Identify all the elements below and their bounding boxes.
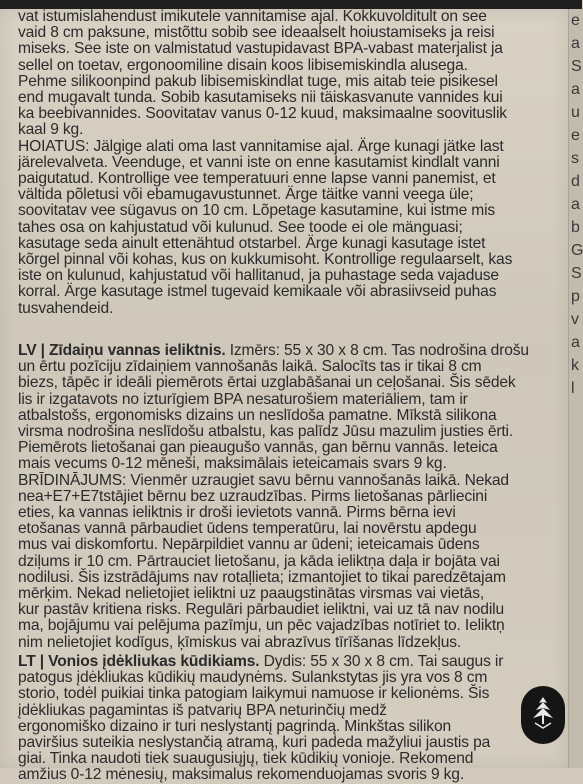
text-line: Piemērots lietošanai gan pieaugušo vannās, gan bērnu vannās. Ieteica: [18, 439, 498, 457]
section-first-line: [18, 343, 558, 359]
section-heading: LV | Zīdaiņu vannas ieliktnis.: [18, 342, 226, 359]
section-intro: Izmērs: 55 x 30 x 8 cm. Tas nodrošina drošu: [225, 342, 529, 359]
edge-letter: l: [571, 380, 575, 397]
warning-label: BRĪDINĀJUMS:: [18, 471, 127, 489]
section-heading: LT | Vonios įdėkliukas kūdikiams.: [18, 653, 260, 670]
text-line: ka beebivannides. Soovitatav vanus 0-12 kuud, maksimaalne soovituslik: [18, 105, 507, 123]
text-line: virsma nodrošina neslīdošu atbalstu, kas palīdz Jūsu mazulim justies ērti.: [18, 423, 514, 441]
text-line: paviršius suteikia neslystančią atramą, kuri padeda mažyliui jaustis pa: [18, 734, 491, 752]
tree-logo-badge[interactable]: [521, 686, 565, 744]
text-line: biezs, tāpēc ir ideāli piemērots ērtai uzglabāšanai un ceļošanai. Šis sēdek: [18, 374, 516, 392]
text-line: vältida põletusi või ebamugavustunnet. Ärge täitke vanni veega üle;: [18, 186, 474, 204]
text-line: kaal 9 kg.: [18, 121, 84, 139]
text-line: storio, todėl puikiai tinka patogiam laikymui namuose ir kelionėms. Šis: [18, 685, 490, 703]
text-line: iste on kulunud, kahjustatud või hallitanud, ja puhastage seda vajaduse: [18, 267, 499, 285]
edge-letter: s: [571, 150, 579, 167]
edge-letter: a: [571, 334, 580, 351]
text-line: mus vai diskomfortu. Nepārpildiet vannu ar ūdeni; ieteicamais ūdens: [18, 536, 480, 554]
text-line: mērķim. Nekad nelietojiet ieliktni uz paaugstinātas virsmas vai vietās,: [18, 585, 485, 603]
text-line: kasutage seda ainult ettenähtud otstarbel. Ärge kunagi kasutage istet: [18, 234, 486, 252]
edge-letter: a: [571, 196, 580, 213]
text-line: un ērtu pozīciju zīdaiņiem vannošanās laikā. Salocīts tas ir tikai 8 cm: [18, 358, 482, 376]
text-line: ergonomiško dizaino ir turi neslystantį pagrindą. Minkštas silikon: [18, 717, 451, 735]
edge-letter: u: [571, 104, 580, 121]
edge-letter: S: [571, 265, 582, 282]
text-line: lis ir izgatavots no izturīgiem BPA nesaturošiem materiāliem, tam ir: [18, 390, 468, 408]
text-line: kõrgel pinnal või kohas, kus on kukkumisoht. Kontrollige regulaarselt, kas: [18, 251, 513, 269]
warning-text: Vienmēr uzraugiet savu bērnu vannošanās laikā. Nekad: [126, 471, 509, 489]
adjacent-column-edge: [568, 9, 583, 768]
text-line: patogus įdėkliukas kūdikių maudynėms. Sulankstytas jis yra vos 8 cm: [18, 669, 488, 687]
text-line: nea+E7+E7tstājiet bērnu bez uzraudzības. Pirms lietošanas pārliecini: [18, 487, 488, 505]
edge-letter: S: [571, 58, 582, 75]
text-line: etošanas vannā pārbaudiet ūdens temperatūru, lai novērstu apdegu: [18, 520, 477, 538]
text-line: nim nelietojiet kodīgus, ķīmiskus vai abrazīvus tīrīšanas līdzekļus.: [18, 633, 462, 651]
text-line: paigutatud. Kontrollige vee temperatuuri enne lapse vanni panemist, et: [18, 170, 496, 188]
text-line: tusvahendeid.: [18, 299, 114, 317]
edge-letter: v: [571, 311, 579, 328]
edge-letter: a: [571, 81, 580, 98]
edge-letter: e: [571, 127, 580, 144]
text-line: dziļums ir 10 cm. Pārtrauciet lietošanu, ja kāda ieliktņa daļa ir bojāta vai: [18, 552, 500, 570]
text-line: giai. Tinka naudoti tiek suaugusiųjų, tiek kūdikių vonioje. Rekomend: [18, 750, 474, 768]
warning-label: HOIATUS:: [18, 137, 90, 155]
edge-letter: G: [571, 242, 583, 259]
text-line: mais vecums 0-12 mēneši, maksimālais ieteicamais svars 9 kg.: [18, 455, 447, 473]
edge-letter: k: [571, 357, 579, 374]
text-line: miseks. See iste on valmistatud vastupidavast BPA-vabast materjalist ja: [18, 40, 503, 58]
lithuanian-section: [18, 654, 558, 784]
edge-letter: p: [571, 288, 580, 305]
tree-logo-icon: [530, 696, 556, 735]
warning-first-line: [18, 139, 558, 155]
text-line: nodilusi. Šis izstrādājums nav rotaļlieta; izmantojiet to tikai paredzētajam: [18, 568, 506, 586]
text-line: järelevalveta. Veenduge, et vanni iste on enne kasutamist kindlalt vanni: [18, 153, 500, 171]
text-line: kur pastāv kritiena risks. Regulāri pārbaudiet ieliktni, vai uz tā nav nodilu: [18, 601, 504, 619]
text-line: atbalstošs, ergonomisks dizains un neslīdoša pamatne. Mīkstā silikona: [18, 406, 497, 424]
edge-letter: d: [571, 173, 580, 190]
text-line: sellel on toetav, ergonoomiline disain koos libisemiskindla alusega.: [18, 56, 468, 74]
edge-letter: e: [571, 12, 580, 29]
edge-letter: b: [571, 219, 580, 236]
text-line: ma, bojājumu vai pelējuma pazīmju, un pēc vajadzības notīriet to. Ieliktņ: [18, 617, 505, 635]
text-line: tahes osa on kahjustatud või kulunud. See toode ei ole mänguasi;: [18, 218, 463, 236]
text-line: eties, ka vannas ieliktnis ir droši ievietots vannā. Pirms bērna ievi: [18, 504, 456, 522]
estonian-section: [18, 9, 558, 317]
text-line: vat istumislahendust imikutele vannitamise ajal. Kokkuvolditult on see: [18, 8, 487, 25]
section-intro: Dydis: 55 x 30 x 8 cm. Tai saugus ir: [259, 653, 504, 670]
text-line: įdėkliukas pagamintas iš patvarių BPA neturinčių medž: [18, 701, 387, 719]
text-line: end mugavalt tunda. Sobib kasutamiseks nii täiskasvanute vannides kui: [18, 89, 503, 107]
warning-first-line: [18, 473, 558, 489]
text-line: soovitatav vee sügavus on 10 cm. Lõpetage kasutamine, kui istme mis: [18, 202, 496, 220]
warning-text: Jälgige alati oma last vannitamise ajal. Ärge kunagi jätke last: [89, 137, 504, 155]
edge-letter: a: [571, 35, 580, 52]
text-line: Pehme silikoonpind pakub libisemiskindlat tuge, mis aitab teie pisikesel: [18, 72, 498, 90]
section-first-line: [18, 654, 558, 670]
text-line: vaid 8 cm paksune, mistõttu sobib see ideaalselt hoiustamiseks ja reisi: [18, 24, 495, 42]
text-line: amžius 0-12 mėnesių, maksimalus rekomenduojamas svoris 9 kg.: [18, 766, 464, 784]
latvian-section: [18, 343, 558, 651]
text-line: korral. Ärge kasutage istmel tugevaid kemikaale või abrasiivseid puhas: [18, 283, 497, 301]
